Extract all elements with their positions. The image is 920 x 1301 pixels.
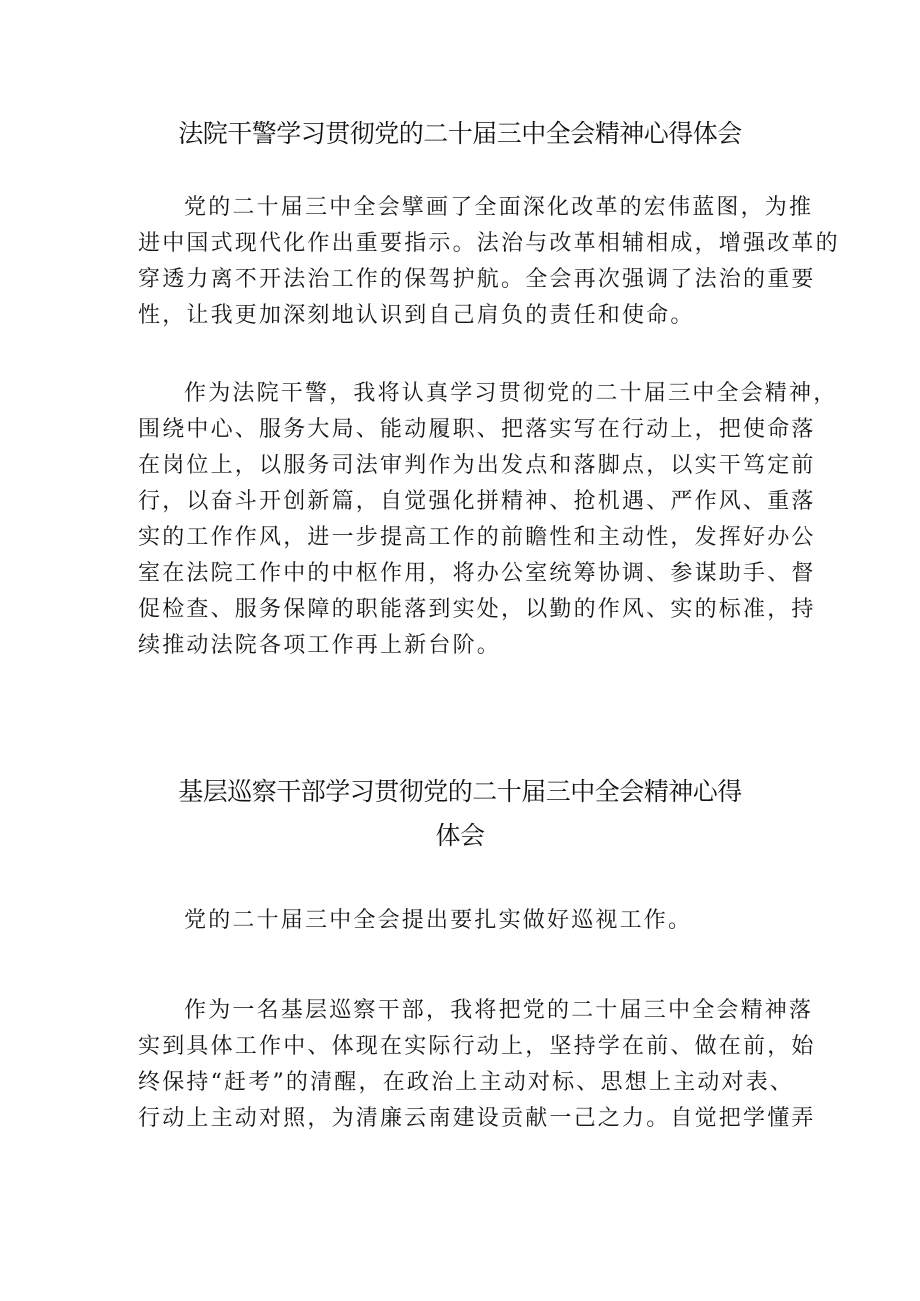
section-2-title-line-1: 基层巡察干部学习贯彻党的二十届三中全会精神心得 [178,777,742,806]
text-line: 室在法院工作中的中枢作用，将办公室统筹协调、参谋助手、督 [138,561,816,586]
section-1-title [150,112,770,156]
text-line: 围绕中心、服务大局、能动履职、把落实写在行动上，把使命落 [138,417,816,442]
text-line: 实到具体工作中、体现在实际行动上，坚持学在前、做在前，始 [138,1034,816,1059]
text-line: 终保持“赶考”的清醒，在政治上主动对标、思想上主动对表、 [138,1070,795,1095]
text-line: 穿透力离不开法治工作的保驾护航。全会再次强调了法治的重要 [138,267,816,292]
text-line: 在岗位上，以服务司法审判作为出发点和落脚点，以实干笃定前 [138,453,816,478]
section-1-paragraph-1 [138,190,840,334]
text-line: 党的二十届三中全会提出要扎实做好巡视工作。 [184,908,693,933]
text-line: 性，让我更加深刻地认识到自己肩负的责任和使命。 [138,303,695,328]
text-line: 党的二十届三中全会擘画了全面深化改革的宏伟蓝图，为推 [184,195,814,220]
section-1-title-text: 法院干警学习贯彻党的二十届三中全会精神心得体会 [178,119,742,148]
text-line: 作为法院干警，我将认真学习贯彻党的二十届三中全会精神， [184,381,838,406]
text-line: 促检查、服务保障的职能落到实处，以勤的作风、实的标准，持 [138,597,816,622]
text-line: 进中国式现代化作出重要指示。法治与改革相辅相成，增强改革的 [138,231,840,256]
text-line: 行动上主动对照，为清廉云南建设贡献一己之力。自觉把学懂弄 [138,1106,816,1131]
text-line: 行，以奋斗开创新篇，自觉强化拼精神、抢机遇、严作风、重落 [138,489,816,514]
text-line: 续推动法院各项工作再上新台阶。 [138,633,502,658]
section-1-paragraph-2 [138,376,838,664]
section-2-paragraph-1 [138,903,798,939]
text-line: 作为一名基层巡察干部，我将把党的二十届三中全会精神落 [184,998,814,1023]
section-2-title-line-2: 体会 [435,821,485,850]
text-line: 实的工作作风，进一步提高工作的前瞻性和主动性，发挥好办公 [138,525,816,550]
section-2-title [150,770,770,858]
section-2-paragraph-2 [138,993,816,1137]
